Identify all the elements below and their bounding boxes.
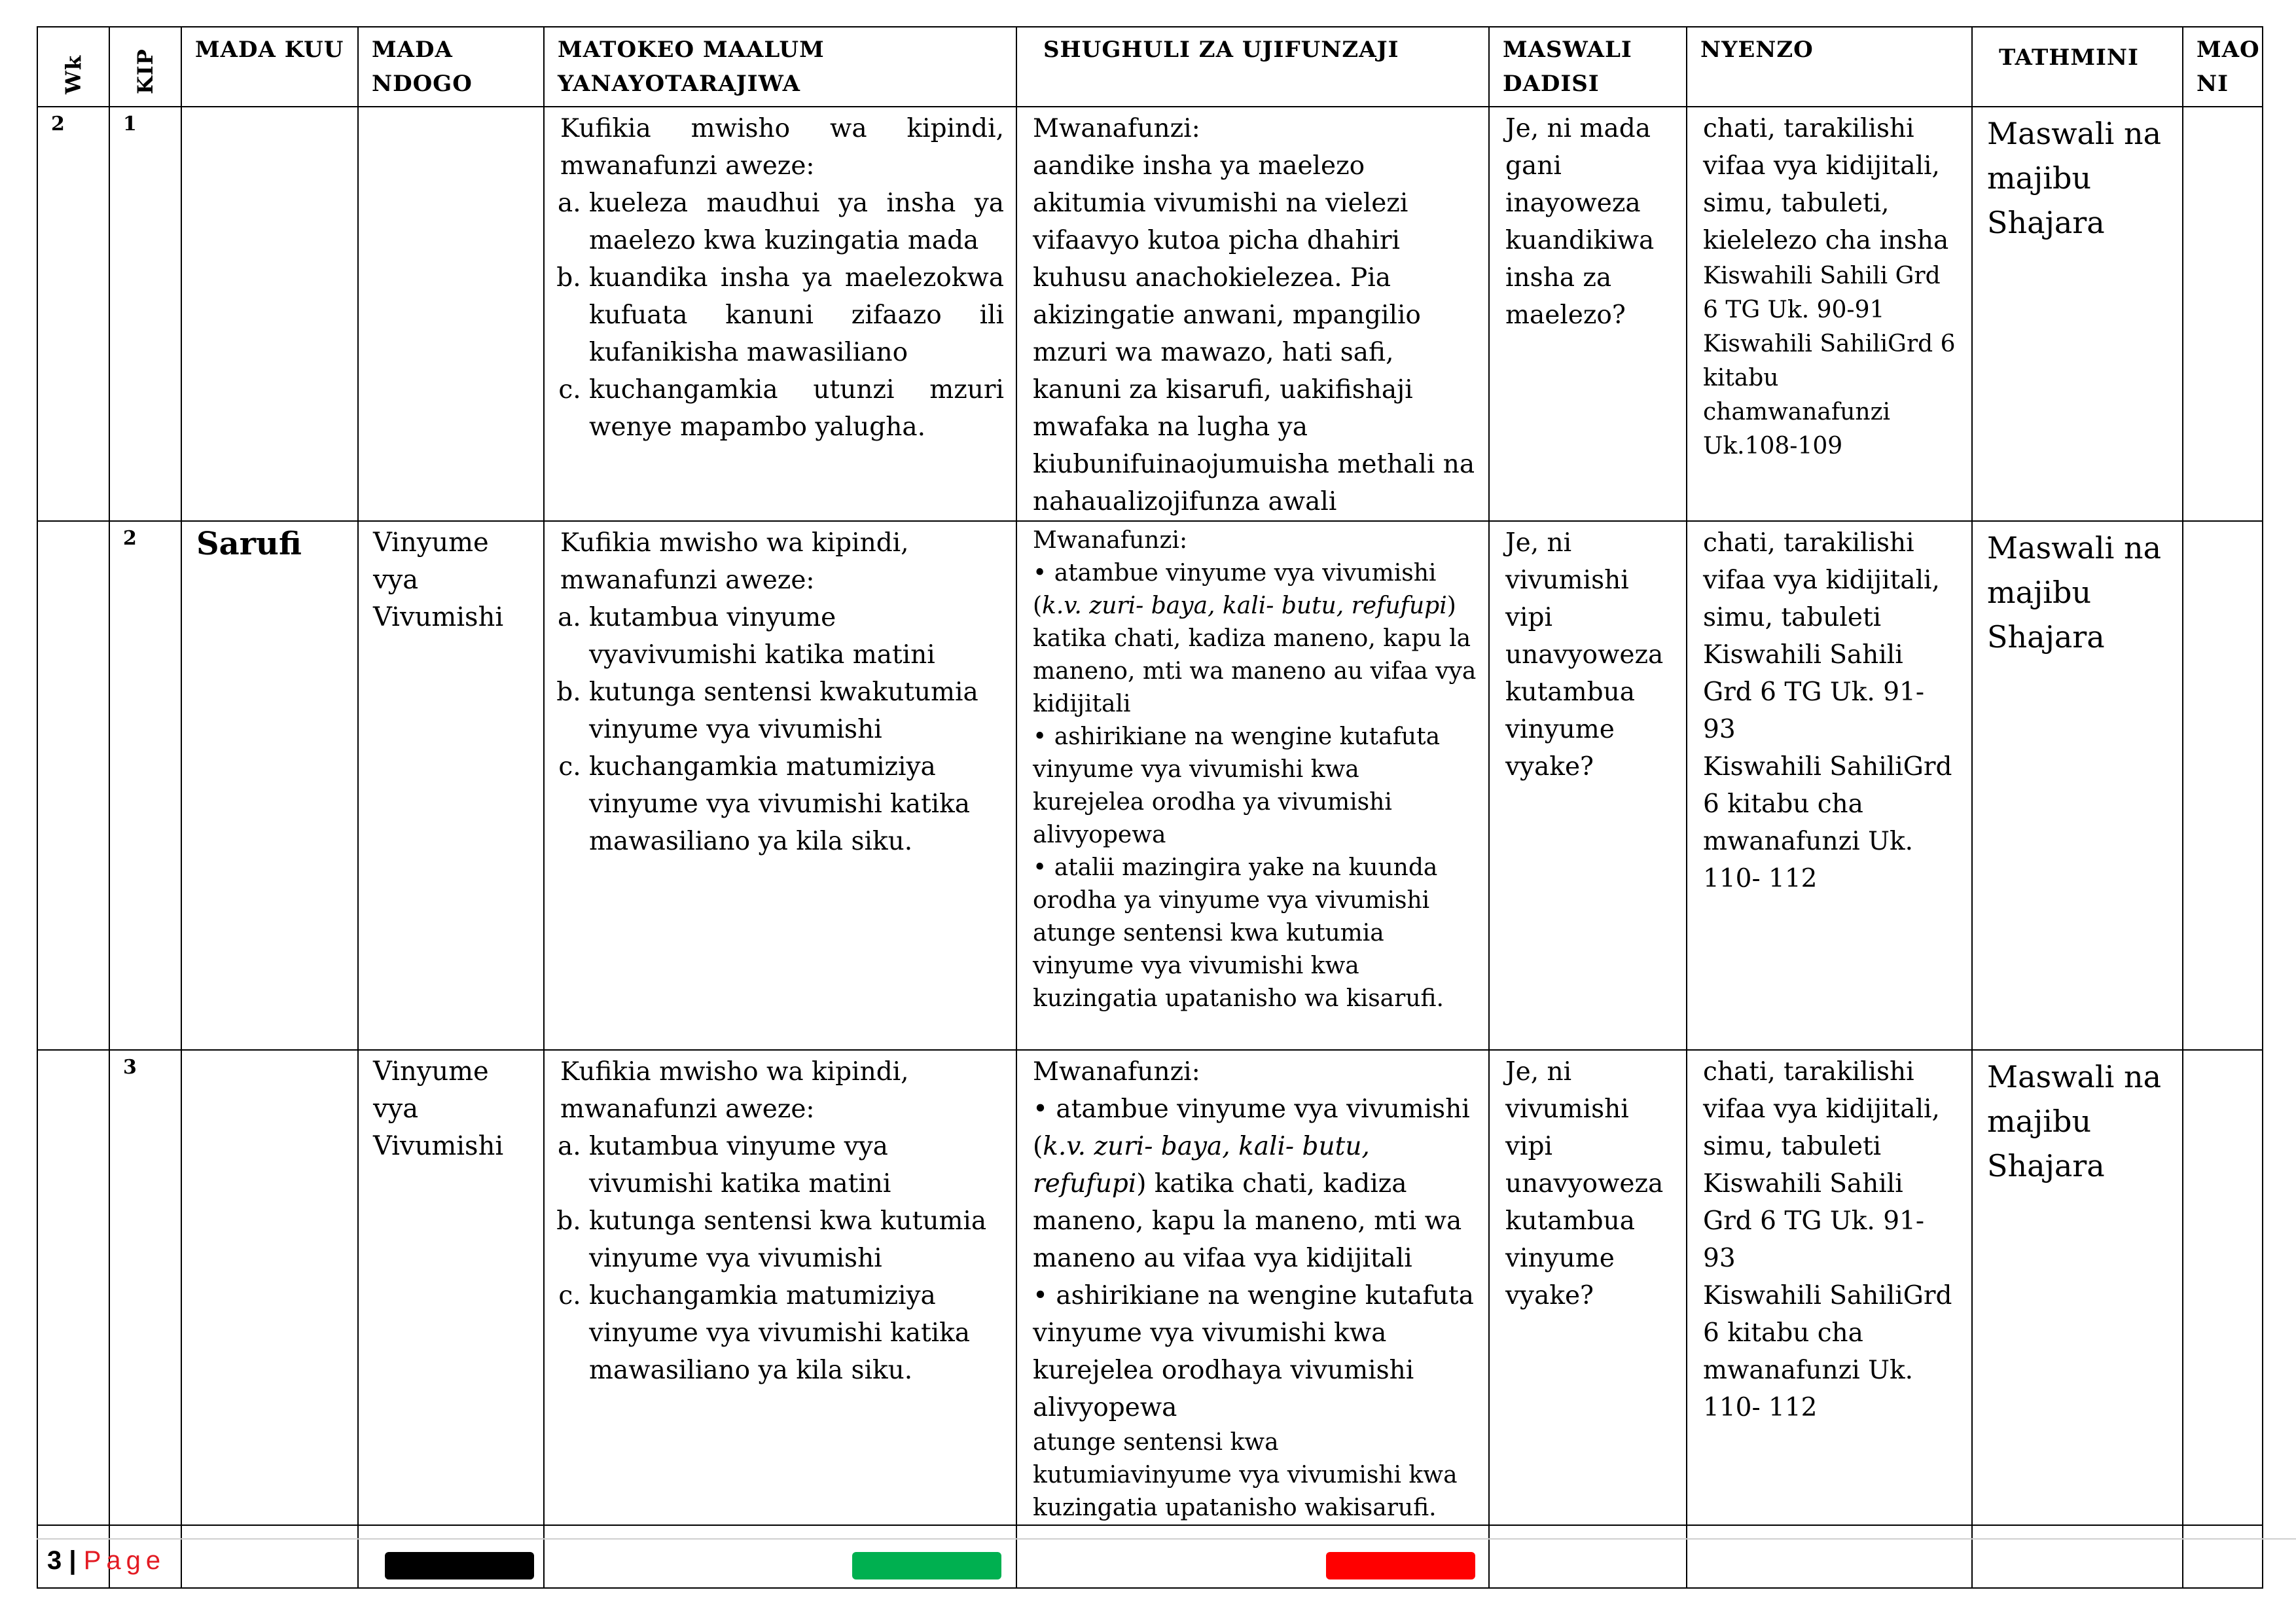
empty-row (37, 1525, 2263, 1588)
list-item: a. kutambua vinyume vya vivumishi katika matini (589, 1128, 1004, 1202)
matokeo-intro: Kufikia mwisho wa kipindi, mwanafunzi aweze: (560, 114, 1004, 181)
empty-cell (1972, 1525, 2183, 1588)
table-row (37, 521, 2263, 1050)
nyenzo-ref: Kiswahili SahiliGrd 6 kitabu cha mwanafunzi Uk. 110- 112 (1703, 752, 1952, 893)
shughuli-lead: Mwanafunzi: (1033, 527, 1188, 554)
black-color-bar (385, 1552, 534, 1579)
maoni-cell (2183, 521, 2263, 1050)
mada-kuu-cell (181, 1050, 358, 1525)
list-item: b. kuandika insha ya maelezokwa kufuata kanuni zifaazo ili kufanikisha mawasiliano (589, 259, 1004, 371)
list-item: c. kuchangamkia matumiziya vinyume vya vivumishi katika mawasiliano ya kila siku. (589, 1277, 1004, 1389)
nyenzo-main: chati, tarakilishi vifaa vya kidijitali, simu, tabuleti Kiswahili Sahili Grd 6 TG Uk. 91- 93 (1703, 1057, 1940, 1273)
shughuli-text: aandike insha ya maelezo akitumia vivumishi na vielezi vifaavyo kutoa picha dhahiri kuhusu anachokielezea. Pia akizingatie anwani, mpangilio mzuri wa mawazo, hati safi, kanuni za kisarufi, uakifishaji mwafaka na lugha ya kiubunifuinaojumuisha methali na nahaualizojifunza awali (1033, 151, 1475, 516)
header-nyenzo: NYENZO (1687, 27, 1972, 107)
table-row (37, 107, 2263, 521)
mada-kuu-cell: Sarufi (181, 521, 358, 1050)
empty-cell (181, 1525, 358, 1588)
shughuli-cell (1016, 1050, 1489, 1525)
header-wk: Wk (37, 27, 109, 107)
matokeo-intro: Kufikia mwisho wa kipindi, mwanafunzi aweze: (560, 528, 909, 595)
nyenzo-cell (1687, 521, 1972, 1050)
scheme-of-work-table (37, 26, 2263, 1589)
shughuli-list (1033, 557, 1477, 917)
header-kip: KIP (109, 27, 181, 107)
week-cell (37, 1050, 109, 1525)
nyenzo-main: chati, tarakilishi vifaa vya kidijitali, simu, tabuleti, kielelezo cha insha (1703, 114, 1949, 255)
tathmini-cell: Maswali na majibu Shajara (1972, 1050, 2183, 1525)
tathmini-cell: Maswali na majibu Shajara (1972, 107, 2183, 521)
matokeo-intro: Kufikia mwisho wa kipindi, mwanafunzi aweze: (560, 1057, 909, 1124)
footer-separator: | (69, 1546, 77, 1575)
page-number: 3 (47, 1546, 62, 1575)
matokeo-list (560, 1128, 1004, 1389)
empty-cell (1489, 1525, 1687, 1588)
list-item: a. kueleza maudhui ya insha ya maelezo kwa kuzingatia mada (589, 185, 1004, 259)
header-mada-kuu: MADA KUU (181, 27, 358, 107)
list-item: b. kutunga sentensi kwa kutumia vinyume vya vivumishi (589, 1202, 1004, 1277)
maswali-cell: Je, ni mada gani inayoweza kuandikiwa insha za maelezo? (1489, 107, 1687, 521)
nyenzo-ref: Kiswahili SahiliGrd 6 kitabu chamwanafunzi Uk.108-109 (1703, 331, 1956, 460)
nyenzo-main: chati, tarakilishi vifaa vya kidijitali, simu, tabuleti Kiswahili Sahili Grd 6 TG Uk. 91- 93 (1703, 528, 1940, 744)
red-color-bar (1326, 1552, 1475, 1579)
kipindi-cell: 1 (109, 107, 181, 521)
header-matokeo: MATOKEO MAALUM YANAYOTARAJIWA (544, 27, 1016, 107)
list-item: c. kuchangamkia matumiziya vinyume vya vivumishi katika mawasiliano ya kila siku. (589, 748, 1004, 860)
kipindi-cell: 3 (109, 1050, 181, 1525)
header-mada-ndogo: MADA NDOGO (358, 27, 544, 107)
nyenzo-cell (1687, 1050, 1972, 1525)
shughuli-lead: Mwanafunzi: (1033, 114, 1200, 143)
shughuli-lead: Mwanafunzi: (1033, 1057, 1200, 1087)
matokeo-cell (544, 1050, 1016, 1525)
mada-ndogo-cell: Vinyume vya Vivumishi (358, 521, 544, 1050)
maoni-cell (2183, 107, 2263, 521)
header-row (37, 27, 2263, 107)
kipindi-cell: 2 (109, 521, 181, 1050)
table-row (37, 1050, 2263, 1525)
shughuli-cell (1016, 107, 1489, 521)
list-item: c. kuchangamkia utunzi mzuri wenye mapambo yalugha. (589, 371, 1004, 446)
maswali-cell: Je, ni vivumishi vipi unavyoweza kutambua vinyume vyake? (1489, 1050, 1687, 1525)
list-item: • atambue vinyume vya vivumishi (k.v. zuri- baya, kali- butu, refufupi) katika chati, kadiza maneno, kapu la maneno, mti wa maneno au vifaa vya kidijitali (1033, 1091, 1477, 1277)
footer-divider (37, 1538, 2296, 1540)
empty-cell (1687, 1525, 1972, 1588)
nyenzo-cell (1687, 107, 1972, 521)
header-maswali: MASWALI DADISI (1489, 27, 1687, 107)
nyenzo-ref: Kiswahili SahiliGrd 6 kitabu cha mwanafunzi Uk. 110- 112 (1703, 1281, 1952, 1422)
shughuli-tail: atunge sentensi kwa kutumia vinyume vya vivumishi kwa kuzingatia upatanisho wa kisarufi. (1033, 920, 1444, 1012)
mada-ndogo-cell: Vinyume vya Vivumishi (358, 1050, 544, 1525)
matokeo-list (560, 185, 1004, 446)
header-shughuli: SHUGHULI ZA UJIFUNZAJI (1016, 27, 1489, 107)
list-item: • ashirikiane na wengine kutafuta vinyume vya vivumishi kwa kurejelea orodha ya vivumishi alivyopewa (1033, 721, 1477, 852)
list-item: • ashirikiane na wengine kutafuta vinyume vya vivumishi kwa kurejelea orodhaya vivumishi alivyopewa (1033, 1277, 1477, 1426)
empty-cell (2183, 1525, 2263, 1588)
page-label: Page (83, 1546, 166, 1575)
tathmini-cell: Maswali na majibu Shajara (1972, 521, 2183, 1050)
green-color-bar (852, 1552, 1001, 1579)
list-item: b. kutunga sentensi kwakutumia vinyume vya vivumishi (589, 674, 1004, 748)
header-tathmini: TATHMINI (1972, 27, 2183, 107)
list-item: • atambue vinyume vya vivumishi (k.v. zuri- baya, kali- butu, refufupi) katika chati, kadiza maneno, kapu la maneno, mti wa maneno au vifaa vya kidijitali (1033, 557, 1477, 721)
shughuli-cell (1016, 521, 1489, 1050)
mada-kuu-cell (181, 107, 358, 521)
week-cell: 2 (37, 107, 109, 521)
nyenzo-ref: Kiswahili Sahili Grd 6 TG Uk. 90-91 (1703, 262, 1941, 323)
header-maoni: MAO NI (2183, 27, 2263, 107)
shughuli-tail: atunge sentensi kwa kutumiavinyume vya vivumishi kwa kuzingatia upatanisho wakisarufi. (1033, 1429, 1458, 1521)
maswali-cell: Je, ni vivumishi vipi unavyoweza kutambua vinyume vyake? (1489, 521, 1687, 1050)
list-item: a. kutambua vinyume vyavivumishi katika matini (589, 599, 1004, 674)
list-item: • atalii mazingira yake na kuunda orodha ya vinyume vya vivumishi (1033, 852, 1477, 917)
week-cell (37, 521, 109, 1050)
matokeo-list (560, 599, 1004, 860)
page-footer (47, 1546, 166, 1576)
matokeo-cell (544, 521, 1016, 1050)
matokeo-cell (544, 107, 1016, 521)
maoni-cell (2183, 1050, 2263, 1525)
shughuli-list (1033, 1091, 1477, 1426)
mada-ndogo-cell (358, 107, 544, 521)
